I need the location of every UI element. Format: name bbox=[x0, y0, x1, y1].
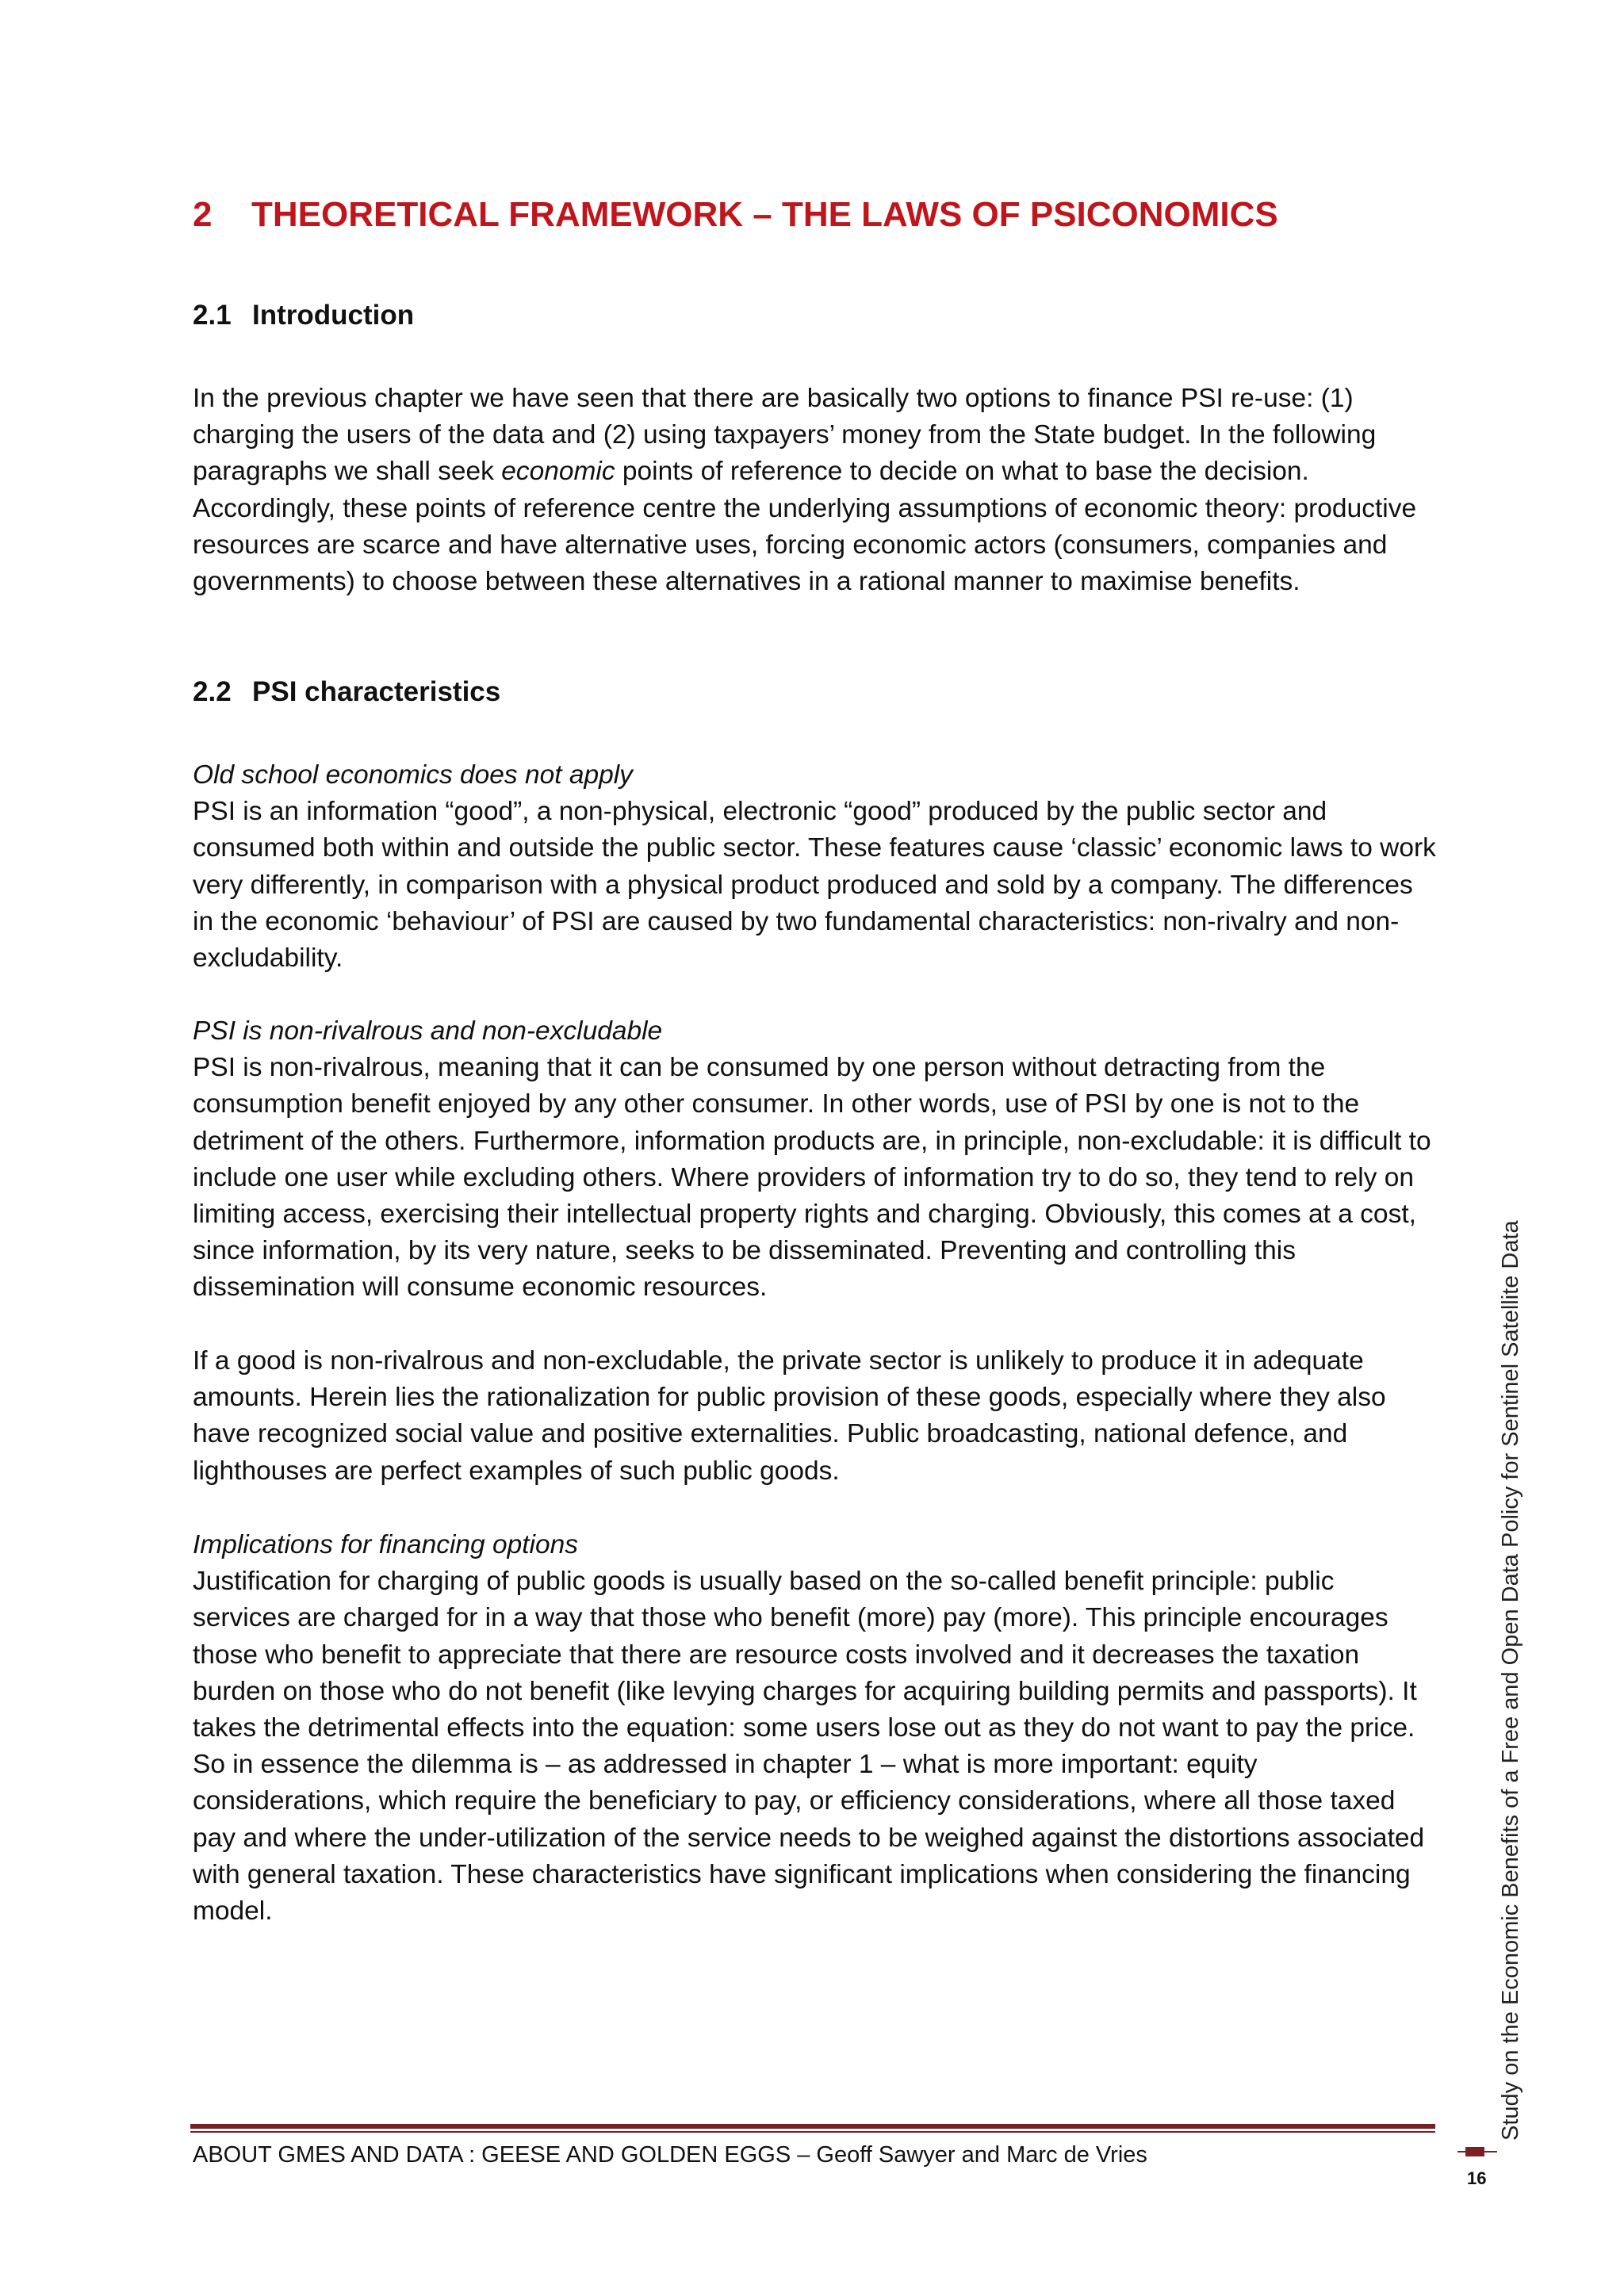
paragraph-text: Justification for charging of public goods is usually based on the so-called benefit principle: public services are charged for in a way that those who benefit (more) pay (more). This principle encourages those who benefit to appreciate that there are resource costs involved and it decreases the taxation burden on those who do not benefit (like levying charges for acquiring building permits and passports). It takes the detrimental effects into the equation: some users lose out as they do not want to pay the price. So in essence the dilemma is – as addressed in chapter 1 – what is more important: equity considerations, which require the beneficiary to pay, or efficiency considerations, where all those taxed pay and where the under-utilization of the service needs to be weighed against the distortions associated with general taxation. These characteristics have significant implications when considering the financing model. bbox=[193, 1567, 1425, 1927]
paragraph-text: PSI is non-rivalrous, meaning that it can be consumed by one person without detracting from the consumption benefit enjoyed by any other consumer. In other words, use of PSI by one is not to the detriment of the others. Furthermore, information products are, in principle, non-excludable: it is difficult to include one user while excluding others. Where providers of information try to do so, they tend to rely on limiting access, exercising their intellectual property rights and charging. Obviously, this comes at a cost, since information, by its very nature, seeks to be disseminated. Preventing and controlling this dissemination will consume economic resources. bbox=[193, 1053, 1431, 1303]
vertical-study-title: Study on the Economic Benefits of a Free and Open Data Policy for Sentinel Satellite Data bbox=[1498, 1220, 1523, 2141]
page-number: 16 bbox=[1467, 2168, 1487, 2188]
section-number: 2.1 bbox=[193, 300, 232, 331]
section-title: Introduction bbox=[252, 300, 415, 331]
introduction-text-end: points of reference to decide on what to base the decision. Accordingly, these points of reference centre the underlying assumptions of economic theory: productive resources are scarce and have alternative uses, forcing economic actors (consumers, companies and governments) to choose between these alternatives in a rational manner to maximise benefits. bbox=[193, 457, 1417, 597]
introduction-paragraph bbox=[193, 381, 1438, 600]
chapter-heading bbox=[193, 195, 1430, 235]
introduction-text-start: In the previous chapter we have seen that there are basically two options to finance PSI re-use: (1) charging the users of the data and (2) using taxpayers’ money from the State budget. In the following paragraphs we shall seek bbox=[193, 384, 1377, 487]
paragraph-old-school-economics bbox=[193, 757, 1438, 977]
section-title: PSI characteristics bbox=[252, 676, 501, 707]
footer-text: ABOUT GMES AND DATA : GEESE AND GOLDEN EGGS – Geoff Sawyer and Marc de Vries bbox=[193, 2142, 1147, 2168]
paragraph-text: PSI is an information “good”, a non-physical, electronic “good” produced by the public sector and consumed both within and outside the public sector. These features cause ‘classic’ economic laws to work very differently, in comparison with a physical product produced and sold by a company. The differences in the economic ‘behaviour’ of PSI are caused by two fundamental characteristics: non-rivalry and non-excludability. bbox=[193, 797, 1436, 974]
section-heading-introduction bbox=[193, 300, 1430, 331]
chapter-number: 2 bbox=[193, 195, 213, 234]
paragraph-public-goods bbox=[193, 1343, 1438, 1490]
page-marker bbox=[1465, 2147, 1484, 2156]
paragraph-subheading: Implications for financing options bbox=[193, 1530, 579, 1559]
paragraph-financing-options bbox=[193, 1527, 1438, 1930]
introduction-emphasis: economic bbox=[501, 457, 615, 487]
paragraph-text: If a good is non-rivalrous and non-excludable, the private sector is unlikely to produce it in adequate amounts. Herein lies the rationalization for public provision of these goods, especially where they also have recognized social value and positive externalities. Public broadcasting, national defence, and lighthouses are perfect examples of such public goods. bbox=[193, 1346, 1386, 1486]
paragraph-subheading: Old school economics does not apply bbox=[193, 760, 633, 790]
paragraph-non-rivalrous bbox=[193, 1013, 1438, 1307]
paragraph-subheading: PSI is non-rivalrous and non-excludable bbox=[193, 1016, 663, 1046]
section-number: 2.2 bbox=[193, 676, 232, 707]
footer-rule bbox=[190, 2124, 1435, 2129]
footer-rule-thin bbox=[190, 2131, 1435, 2133]
section-heading-psi-characteristics bbox=[193, 676, 1430, 708]
chapter-title: THEORETICAL FRAMEWORK – THE LAWS OF PSICONOMICS bbox=[251, 195, 1278, 234]
